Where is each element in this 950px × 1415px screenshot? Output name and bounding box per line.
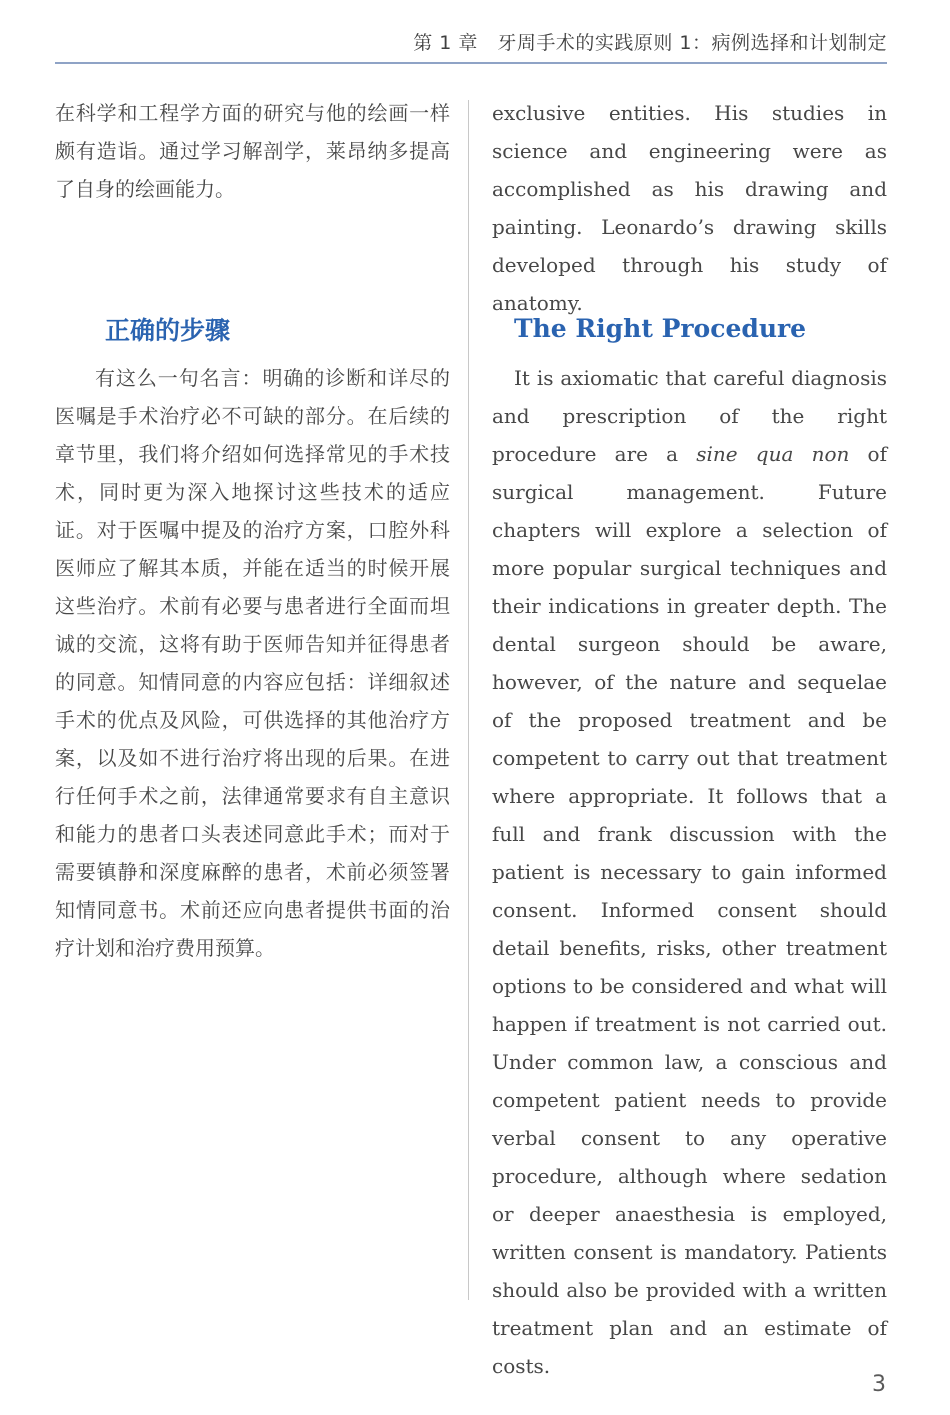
chinese-section-heading: 正确的步骤 xyxy=(105,316,231,345)
chinese-intro-paragraph: 在科学和工程学方面的研究与他的绘画一样颇有造诣。通过学习解剖学，莱昂纳多提高了自身的绘画能力。 xyxy=(55,101,450,201)
english-body-text-end: of surgical management. Future chapters will explore a selection of more popular surgical techniques and their indications in greater depth. The dental surgeon should be aware, however, of the nature and sequelae of the proposed treatment and be competent to carry out that treatment where appropriate. It follows that a full and frank discussion with the patient is necessary to gain informed consent. Informed consent should detail benefits, risks, other treatment options to be considered and what will happen if treatment is not carried out. Under common law, a conscious and competent patient needs to provide verbal consent to any operative procedure, although where sedation or deeper anaesthesia is employed, written consent is mandatory. Patients should also be provided with a written treatment plan and an estimate of costs. xyxy=(492,442,887,1378)
english-body-italic-phrase: sine qua non xyxy=(696,442,850,466)
english-body-text-start: It is axiomatic that careful diagnosis and prescription of the right procedure are a xyxy=(492,366,887,466)
english-body-paragraph xyxy=(492,359,887,1385)
page-number: 3 xyxy=(872,1372,886,1397)
running-header xyxy=(55,22,887,64)
chinese-body-paragraph: 有这么一句名言：明确的诊断和详尽的医嘱是手术治疗必不可缺的部分。在后续的章节里，我们将介绍如何选择常见的手术技术，同时更为深入地探讨这些技术的适应证。对于医嘱中提及的治疗方案，口腔外科医师应了解其本质，并能在适当的时候开展这些治疗。术前有必要与患者进行全面而坦诚的交流，这将有助于医师告知并征得患者的同意。知情同意的内容应包括：详细叙述手术的优点及风险，可供选择的其他治疗方案，以及如不进行治疗将出现的后果。在进行任何手术之前，法律通常要求有自主意识和能力的患者口头表述同意此手术；而对于需要镇静和深度麻醉的患者，术前必须签署知情同意书。术前还应向患者提供书面的治疗计划和治疗费用预算。 xyxy=(55,366,450,960)
column-divider xyxy=(468,100,469,1300)
running-title: 第 1 章 牙周手术的实践原则 1：病例选择和计划制定 xyxy=(413,32,887,54)
english-section-heading: The Right Procedure xyxy=(514,314,807,343)
english-intro-paragraph: exclusive entities. His studies in science and engineering were as accomplished as his drawing and painting. Leonardo’s drawing skills developed through his study of anatomy. xyxy=(492,101,887,315)
